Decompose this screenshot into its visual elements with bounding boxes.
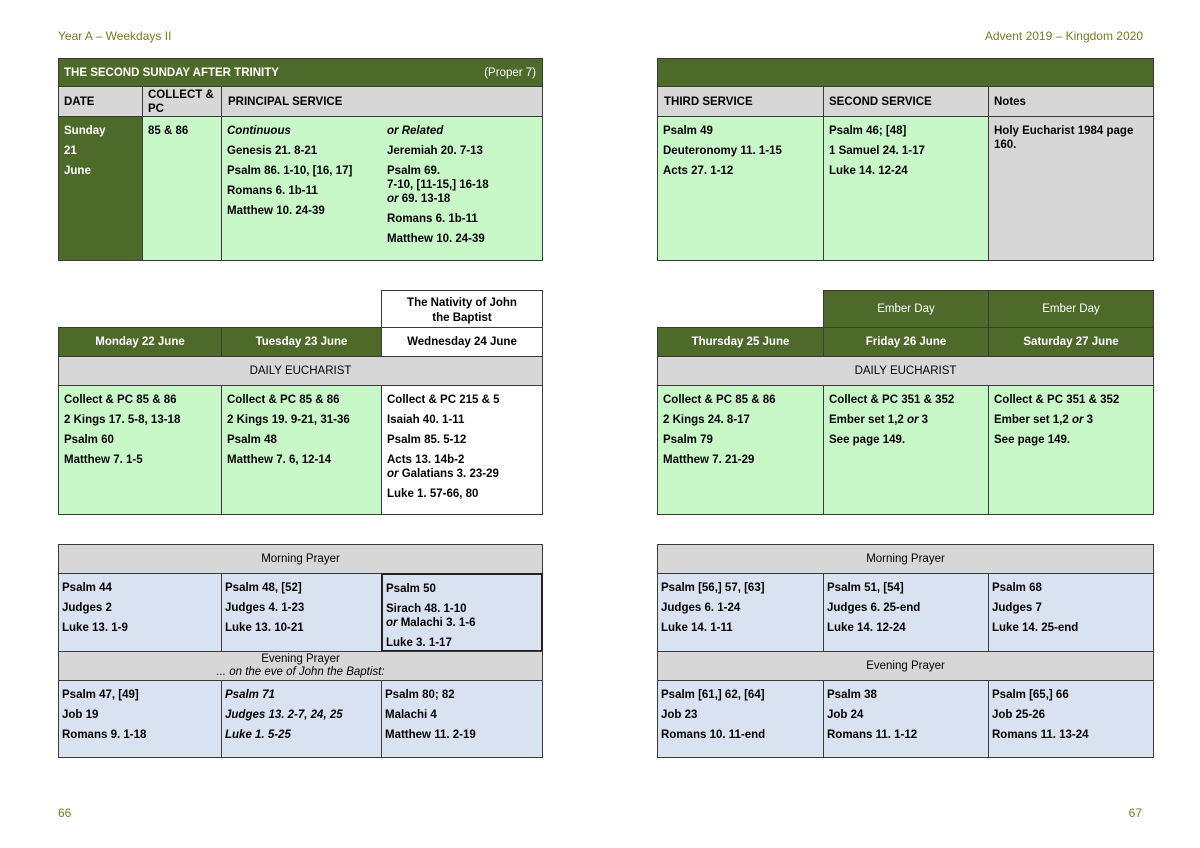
reading-line: Isaiah 40. 1-11: [387, 414, 465, 426]
reading-line: Genesis 21. 8-21: [227, 145, 318, 157]
reading-line: Luke 1. 5-25: [225, 729, 291, 741]
reading-line: Matthew 10. 24-39: [227, 205, 325, 217]
reading-line: Luke 1. 57-66, 80: [387, 488, 479, 500]
reading-text: 69. 13-18: [398, 193, 451, 205]
reading-line: 7-10, [11-15,] 16-18: [387, 179, 489, 191]
daily-eucharist-header-left: DAILY EUCHARIST: [58, 356, 543, 386]
mp-mon: [58, 573, 222, 652]
ep-sat: [988, 680, 1154, 758]
reading-line: Luke 14. 1-11: [661, 622, 733, 634]
principal-service-cell: [221, 116, 543, 261]
page-number-left: 66: [58, 806, 72, 820]
reading-line: Matthew 11. 2-19: [385, 729, 476, 741]
reading-line: Psalm 38: [827, 689, 877, 701]
reading-line: Acts 27. 1-12: [663, 165, 734, 177]
reading-line: [829, 410, 983, 430]
reading-line: Psalm 68: [992, 582, 1042, 594]
reading-line: Psalm 85. 5-12: [387, 434, 467, 446]
reading-line: [994, 410, 1148, 430]
reading-line: Psalm [65,] 66: [992, 689, 1069, 701]
reading-line: Luke 3. 1-17: [386, 637, 452, 649]
ep-thu: [657, 680, 824, 758]
reading-line: Judges 4. 1-23: [225, 602, 305, 614]
reading-line: Judges 7: [992, 602, 1042, 614]
reading-line: Psalm 60: [64, 434, 114, 446]
reading-line: Acts 13. 14b-2: [387, 454, 465, 466]
reading-line: Psalm [56,] 57, [63]: [661, 582, 765, 594]
acts-reading: [387, 450, 537, 484]
reading-line: Judges 6. 25-end: [827, 602, 921, 614]
mp-fri: [823, 573, 989, 652]
reading-line: Psalm 49: [663, 125, 713, 137]
reading-line: 2 Kings 19. 9-21, 31-36: [227, 414, 350, 426]
sunday-date-cell: [58, 116, 143, 261]
ep-wed: [381, 680, 543, 758]
reading-line: Jeremiah 20. 7-13: [387, 145, 483, 157]
ember-day-fri: Ember Day: [823, 290, 989, 328]
reading-line: Psalm 46; [48]: [829, 125, 907, 137]
day-header-sat: Saturday 27 June: [988, 327, 1154, 357]
reading-line: Romans 6. 1b-11: [227, 185, 318, 197]
reading-line: Job 23: [661, 709, 698, 721]
reading-line: See page 149.: [829, 434, 906, 446]
eucharist-fri: [823, 385, 989, 515]
reading-line: Luke 14. 12-24: [829, 165, 908, 177]
reading-line: Psalm 80; 82: [385, 689, 455, 701]
date-number: 21: [64, 145, 77, 157]
related-psalm: [387, 161, 537, 209]
or-word: or: [387, 193, 399, 205]
reading-line: Romans 6. 1b-11: [387, 213, 478, 225]
evening-prayer-header-left: [58, 651, 543, 681]
evening-prayer-header-right: Evening Prayer: [657, 651, 1154, 681]
reading-line: Collect & PC 215 & 5: [387, 394, 500, 406]
daily-eucharist-header-right: DAILY EUCHARIST: [657, 356, 1154, 386]
sirach-reading: [386, 599, 536, 633]
morning-prayer-header-right: Morning Prayer: [657, 544, 1154, 574]
mp-wed: [381, 573, 543, 652]
reading-line: Matthew 7. 6, 12-14: [227, 454, 332, 466]
reading-line: Matthew 7. 1-5: [64, 454, 143, 466]
sunday-title-bar-right: [657, 58, 1154, 87]
day-header-wed: Wednesday 24 June: [381, 327, 543, 357]
col-header-second: SECOND SERVICE: [823, 86, 989, 117]
reading-line: 2 Kings 17. 5-8, 13-18: [64, 414, 181, 426]
reading-line: Psalm 47, [49]: [62, 689, 139, 701]
running-header-left: Year A – Weekdays II: [58, 29, 172, 43]
ep-fri: [823, 680, 989, 758]
reading-line: Psalm 50: [386, 583, 436, 595]
eucharist-thu: [657, 385, 824, 515]
reading-line: Romans 9. 1-18: [62, 729, 147, 741]
or-word: or: [386, 617, 398, 629]
reading-line: Judges 13. 2-7, 24, 25: [225, 709, 343, 721]
reading-line: Luke 13. 10-21: [225, 622, 304, 634]
notes-cell: [988, 116, 1154, 261]
reading-line: Romans 11. 1-12: [827, 729, 918, 741]
reading-line: Luke 14. 25-end: [992, 622, 1079, 634]
running-header-right: Advent 2019 – Kingdom 2020: [984, 29, 1143, 43]
reading-line: Psalm 48, [52]: [225, 582, 302, 594]
or-word: or: [1071, 414, 1084, 426]
reading-text: Ember set 1,2: [994, 414, 1072, 426]
col-header-date: DATE: [58, 86, 143, 117]
reading-line: Romans 11. 13-24: [992, 729, 1089, 741]
reading-line: Psalm 86. 1-10, [16, 17]: [227, 165, 353, 177]
reading-line: Psalm 44: [62, 582, 112, 594]
proper-label: (Proper 7): [484, 67, 536, 79]
related-column: [387, 121, 537, 249]
reading-line: [386, 616, 536, 630]
reading-line: Collect & PC 85 & 86: [663, 394, 776, 406]
reading-line: Collect & PC 85 & 86: [64, 394, 177, 406]
notes-text: Holy Eucharist 1984 page 160.: [994, 125, 1134, 151]
reading-line: Psalm 71: [225, 689, 275, 701]
reading-line: Matthew 7. 21-29: [663, 454, 755, 466]
reading-text: 3: [918, 414, 929, 426]
mp-tue: [221, 573, 382, 652]
reading-line: 1 Samuel 24. 1-17: [829, 145, 925, 157]
ep-mon: [58, 680, 222, 758]
evening-eve-note: ... on the eve of John the Baptist:: [216, 666, 385, 678]
morning-prayer-header-left: Morning Prayer: [58, 544, 543, 574]
or-word: or: [906, 414, 919, 426]
reading-line: Psalm [61,] 62, [64]: [661, 689, 765, 701]
date-day: Sunday: [64, 125, 106, 137]
col-header-third: THIRD SERVICE: [657, 86, 824, 117]
continuous-label: Continuous: [227, 125, 291, 137]
reading-line: Romans 10. 11-end: [661, 729, 766, 741]
mp-sat: [988, 573, 1154, 652]
reading-line: Job 24: [827, 709, 864, 721]
second-service-cell: [823, 116, 989, 261]
day-header-mon: Monday 22 June: [58, 327, 222, 357]
reading-line: [387, 467, 537, 481]
col-header-principal: PRINCIPAL SERVICE: [221, 86, 543, 117]
reading-line: Collect & PC 85 & 86: [227, 394, 340, 406]
nativity-title: The Nativity of John the Baptist: [381, 290, 543, 328]
eucharist-wed: [381, 385, 543, 515]
reading-line: Luke 14. 12-24: [827, 622, 906, 634]
reading-line: Judges 6. 1-24: [661, 602, 741, 614]
evening-prayer-label: Evening Prayer: [261, 653, 340, 665]
day-header-thu: Thursday 25 June: [657, 327, 824, 357]
reading-line: 2 Kings 24. 8-17: [663, 414, 750, 426]
reading-line: Collect & PC 351 & 352: [829, 394, 955, 406]
reading-text: Ember set 1,2: [829, 414, 907, 426]
reading-line: Deuteronomy 11. 1-15: [663, 145, 782, 157]
continuous-column: [227, 121, 382, 221]
reading-line: Matthew 10. 24-39: [387, 233, 485, 245]
reading-line: Psalm 79: [663, 434, 713, 446]
day-header-fri: Friday 26 June: [823, 327, 989, 357]
third-service-cell: [657, 116, 824, 261]
reading-line: Psalm 48: [227, 434, 277, 446]
reading-line: Psalm 51, [54]: [827, 582, 904, 594]
collect-value: 85 & 86: [148, 125, 189, 137]
reading-line: [387, 192, 537, 206]
page-number-right: 67: [1128, 806, 1142, 820]
col-header-collect: COLLECT & PC: [142, 86, 222, 117]
date-month: June: [64, 165, 91, 177]
eucharist-tue: [221, 385, 382, 515]
reading-line: Job 25-26: [992, 709, 1046, 721]
reading-text: Galatians 3. 23-29: [398, 468, 499, 480]
reading-text: Malachi 3. 1-6: [397, 617, 476, 629]
ep-tue: [221, 680, 382, 758]
day-header-tue: Tuesday 23 June: [221, 327, 382, 357]
sunday-collect-cell: [142, 116, 222, 261]
col-header-notes: Notes: [988, 86, 1154, 117]
reading-line: Psalm 69.: [387, 165, 441, 177]
ember-day-sat: Ember Day: [988, 290, 1154, 328]
eucharist-sat: [988, 385, 1154, 515]
or-word: or: [387, 468, 399, 480]
sunday-title-bar: [58, 58, 543, 87]
reading-line: Collect & PC 351 & 352: [994, 394, 1120, 406]
reading-line: See page 149.: [994, 434, 1071, 446]
eucharist-mon: [58, 385, 222, 515]
reading-line: Malachi 4: [385, 709, 437, 721]
reading-line: Job 19: [62, 709, 99, 721]
mp-thu: [657, 573, 824, 652]
sunday-title: THE SECOND SUNDAY AFTER TRINITY: [64, 67, 279, 79]
reading-line: Luke 13. 1-9: [62, 622, 128, 634]
related-label: or Related: [387, 125, 444, 137]
reading-line: Judges 2: [62, 602, 112, 614]
reading-line: Sirach 48. 1-10: [386, 603, 467, 615]
reading-text: 3: [1083, 414, 1094, 426]
